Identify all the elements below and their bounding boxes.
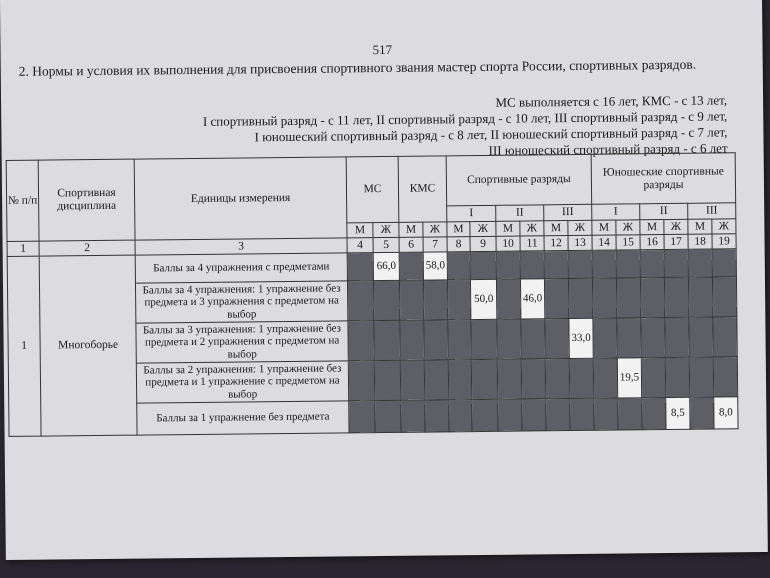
header-zh: Ж [373,222,399,237]
shaded-cell [641,358,665,398]
header-m: М [688,219,712,234]
shaded-cell [568,250,592,278]
column-number: 4 [347,238,373,253]
shaded-cell [616,278,640,318]
shaded-cell [568,278,592,318]
shaded-cell [348,321,374,361]
norm-value-cell: 33,0 [569,318,593,358]
header-zh: Ж [712,219,736,234]
column-number: 1 [7,241,39,256]
shaded-cell [497,319,521,359]
shaded-cell [497,359,521,399]
shaded-cell [496,251,520,279]
header-youth-rank-ii: II [640,203,688,220]
column-number: 11 [520,236,544,251]
shaded-cell [423,280,447,320]
shaded-cell [424,360,448,400]
shaded-cell [592,278,616,318]
norm-value-cell: 8,0 [714,397,738,429]
column-number: 6 [399,237,423,252]
shaded-cell [424,320,448,360]
shaded-cell [594,398,618,430]
column-number: 3 [135,238,347,255]
shaded-cell [521,359,545,399]
shaded-cell [593,358,617,398]
shaded-cell [448,360,471,400]
shaded-cell [448,320,471,360]
shaded-cell [471,319,497,359]
shaded-cell [665,317,689,357]
header-ms: МС [346,156,399,223]
shaded-cell [447,252,470,280]
shaded-cell [689,317,713,357]
unit-label: Баллы за 4 упражнения с предметами [135,253,347,283]
shaded-cell [498,399,522,431]
unit-label: Баллы за 1 упражнение без предмета [137,401,349,435]
shaded-cell [349,401,375,433]
column-number: 12 [544,236,568,251]
header-zh: Ж [616,220,640,235]
page-number: 517 [372,41,393,58]
header-youth-rank-iii: III [688,203,736,220]
shaded-cell [545,359,569,399]
header-m: М [447,222,470,237]
note-line: I спортивный разряд - с 11 лет, II спортивный разряд - с 10 лет, III спортивный разряд - с 9 лет, [202,108,728,129]
header-m: М [496,221,520,236]
header-zh: Ж [470,221,496,236]
shaded-cell [593,318,617,358]
shaded-cell [373,280,399,320]
header-discipline: Спортивная дисциплина [38,159,135,241]
shaded-cell [689,357,713,397]
shaded-cell [618,398,642,430]
shaded-cell [713,357,737,397]
norm-value-cell: 19,5 [617,358,641,398]
shaded-cell [569,358,593,398]
shaded-cell [400,360,424,400]
note-line: I юношеский спортивный разряд - с 8 лет, II юношеский спортивный разряд - с 7 лет, [254,124,728,145]
shaded-cell [374,320,400,360]
column-number: 8 [447,237,470,252]
shaded-cell [640,278,664,318]
shaded-cell [616,250,640,278]
norm-value-cell: 58,0 [423,252,447,280]
shaded-cell [496,279,520,319]
norms-table [6,152,739,437]
shaded-cell [472,399,498,431]
shaded-cell [688,249,712,277]
shaded-cell [447,280,470,320]
shaded-cell [347,253,373,281]
column-number: 14 [592,235,616,250]
column-number: 16 [640,235,664,250]
shaded-cell [713,317,737,357]
shaded-cell [522,399,546,431]
column-number: 13 [568,235,592,250]
shaded-cell [690,397,714,429]
shaded-cell [664,277,688,317]
header-m: М [592,220,616,235]
section-heading: 2. Нормы и условия их выполнения для присвоения спортивного звания мастер спорта России, спортивных разрядов. [18,56,697,79]
header-youth-rank-i: I [592,204,640,221]
shaded-cell [449,400,472,432]
header-sport-ranks: Спортивные разряды [446,154,592,206]
header-m: М [399,222,423,237]
unit-label: Баллы за 2 упражнения: 1 упражнение без предмета и 1 упражнение с предметом на выбор [136,361,348,403]
unit-label: Баллы за 4 упражнения: 1 упражнение без предмета и 3 упражнения с предметом на выбор [135,281,347,323]
column-number: 5 [373,237,399,252]
shaded-cell [617,318,641,358]
header-youth-ranks: Юношеские спортивные разряды [591,153,736,205]
shaded-cell [712,249,736,277]
note-line: МС выполняется с 16 лет, КМС - с 13 лет, [495,92,728,110]
header-num: № п/п [6,160,39,241]
norm-value-cell: 66,0 [373,252,399,280]
shaded-cell [712,277,736,317]
column-number: 9 [470,236,496,251]
shaded-cell [521,319,545,359]
shaded-cell [642,398,666,430]
header-m: М [347,223,373,238]
column-number: 7 [423,237,447,252]
shaded-cell [374,360,400,400]
shaded-cell [400,320,424,360]
shaded-cell [665,357,689,397]
shaded-cell [401,400,425,432]
shaded-cell [348,361,374,401]
column-number: 19 [712,234,736,249]
unit-label: Баллы за 3 упражнения: 1 упражнение без предмета и 2 упражнения с предметом на выбор [136,321,348,363]
shaded-cell [347,281,373,321]
shaded-cell [546,399,570,431]
shaded-cell [399,252,423,280]
norm-value-cell: 50,0 [470,279,496,319]
shaded-cell [520,251,544,279]
shaded-cell [375,400,401,432]
discipline-name: Многоборье [39,255,137,436]
column-number: 10 [496,236,520,251]
header-zh: Ж [423,222,447,237]
header-zh: Ж [664,219,688,234]
header-zh: Ж [520,221,544,236]
norm-value-cell: 46,0 [520,279,544,319]
shaded-cell [688,277,712,317]
column-number: 17 [664,234,688,249]
shaded-cell [640,250,664,278]
header-kms: КМС [398,156,447,222]
shaded-cell [470,251,496,279]
header-rank-ii: II [496,205,544,222]
column-number: 18 [688,234,712,249]
shaded-cell [399,280,423,320]
shaded-cell [545,319,569,359]
shaded-cell [425,400,449,432]
note-line: III юношеский спортивный разряд - с 6 лет [488,140,728,158]
column-number: 2 [39,240,135,256]
norm-value-cell: 8,5 [666,397,690,429]
header-m: М [544,221,568,236]
shaded-cell [592,250,616,278]
shaded-cell [544,279,568,319]
column-number: 15 [616,235,640,250]
header-units: Единицы измерения [134,157,347,240]
row-number: 1 [7,256,41,436]
shaded-cell [641,318,665,358]
header-zh: Ж [568,220,592,235]
header-rank-i: I [447,205,496,222]
shaded-cell [544,251,568,279]
shaded-cell [471,359,497,399]
header-m: М [640,220,664,235]
header-rank-iii: III [544,204,592,221]
shaded-cell [570,398,594,430]
shaded-cell [664,249,688,277]
